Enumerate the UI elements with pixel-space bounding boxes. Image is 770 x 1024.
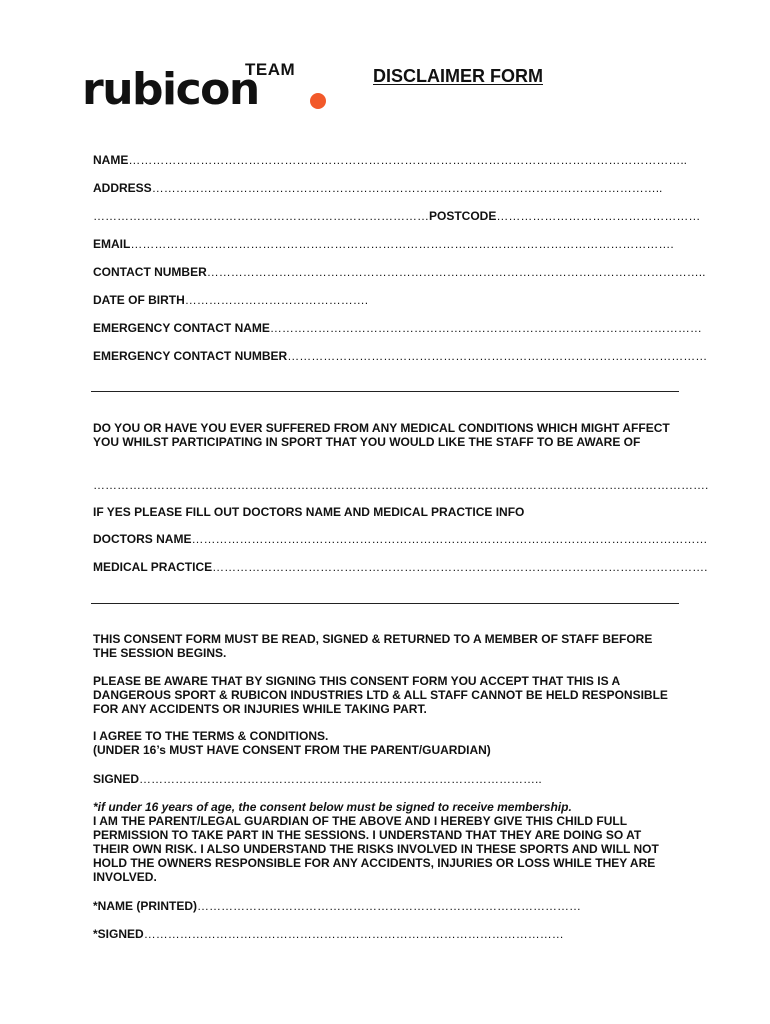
agree-line-2: (UNDER 16’s MUST HAVE CONSENT FROM THE PARENT/GUARDIAN) [93,743,491,757]
contact-number-field[interactable]: CONTACT NUMBER…………………………………………………………………………………………………………….. [93,265,706,279]
doctors-name-field[interactable]: DOCTORS NAME………………………………………………………………………………………………………………… [93,532,708,546]
emergency-contact-number-field[interactable]: EMERGENCY CONTACT NUMBER…………………………………………………………………………………………… [93,349,708,363]
postcode-field[interactable]: …………………………………………………………………………POSTCODE…………………………………………… [93,209,701,223]
signed-field[interactable]: SIGNED……………………………………………………………………………………….. [93,772,542,786]
date-of-birth-label: DATE OF BIRTH [93,293,185,307]
guardian-name-printed-label: *NAME (PRINTED) [93,899,197,913]
signed-label: SIGNED [93,772,140,786]
address-field[interactable]: ADDRESS……………………………………………………………………………………………………………….. [93,181,663,195]
medical-practice-label: MEDICAL PRACTICE [93,560,213,574]
email-label: EMAIL [93,237,131,251]
guardian-signed-label: *SIGNED [93,927,144,941]
divider [91,391,679,392]
address-label: ADDRESS [93,181,152,195]
logo-team-text: TEAM [245,60,296,79]
divider [91,603,679,604]
emergency-contact-number-label: EMERGENCY CONTACT NUMBER [93,349,288,363]
under-16-note: *if under 16 years of age, the consent below must be signed to receive membership. [93,800,572,814]
medical-practice-field[interactable]: MEDICAL PRACTICE……………………………………………………………………………………………………………. [93,560,708,574]
date-of-birth-field[interactable]: DATE OF BIRTH………………………………………. [93,293,369,307]
name-field[interactable]: NAME………………………………………………………………………………………………………………………….. [93,153,688,167]
guardian-name-printed-field[interactable]: *NAME (PRINTED)…………………………………………………………………………………… [93,899,581,913]
emergency-contact-name-label: EMERGENCY CONTACT NAME [93,321,270,335]
postcode-label: POSTCODE [429,209,497,223]
guardian-consent-text: I AM THE PARENT/LEGAL GUARDIAN OF THE ABOVE AND I HEREBY GIVE THIS CHILD FULL PERMISSION TO TAKE PART IN THE SESSIONS. I UNDERSTAND THAT THEY ARE DOING SO AT THEIR OWN RISK. I ALSO UNDERSTAND THE RISKS INVOLVED IN THESE SPORTS AND WILL NOT HOLD THE OWNERS RESPONSIBLE FOR ANY ACCIDENTS, INJURIES OR LOSS WHILE THEY ARE INVOLVED. [93,814,659,884]
if-yes-instruction: IF YES PLEASE FILL OUT DOCTORS NAME AND MEDICAL PRACTICE INFO [93,505,525,519]
logo-wordmark: rubicon [82,64,259,115]
guardian-signed-field[interactable]: *SIGNED…………………………………………………………………………………………… [93,927,564,941]
contact-number-label: CONTACT NUMBER [93,265,207,279]
emergency-contact-name-field[interactable]: EMERGENCY CONTACT NAME……………………………………………………………………………………………… [93,321,702,335]
consent-paragraph-1: THIS CONSENT FORM MUST BE READ, SIGNED & RETURNED TO A MEMBER OF STAFF BEFORE THE SESSION BEGINS. [93,632,653,660]
team-rubicon-logo [82,60,332,116]
medical-question: DO YOU OR HAVE YOU EVER SUFFERED FROM ANY MEDICAL CONDITIONS WHICH MIGHT AFFECT YOU WHILST PARTICIPATING IN SPORT THAT YOU WOULD LIKE THE STAFF TO BE AWARE OF [93,421,670,449]
consent-paragraph-2: PLEASE BE AWARE THAT BY SIGNING THIS CONSENT FORM YOU ACCEPT THAT THIS IS A DANGEROUS SPORT & RUBICON INDUSTRIES LTD & ALL STAFF CANNOT BE HELD RESPONSIBLE FOR ANY ACCIDENTS OR INJURIES WHILE TAKING PART. [93,674,668,716]
email-field[interactable]: EMAIL………………………………………………………………………………………………………………………. [93,237,674,251]
medical-conditions-field[interactable]: ………………………………………………………………………………………………………………………………………. [93,478,709,492]
page-title: DISCLAIMER FORM [373,66,543,86]
agree-line-1: I AGREE TO THE TERMS & CONDITIONS. [93,729,329,743]
logo-dot-icon [310,93,326,109]
doctors-name-label: DOCTORS NAME [93,532,192,546]
name-label: NAME [93,153,129,167]
